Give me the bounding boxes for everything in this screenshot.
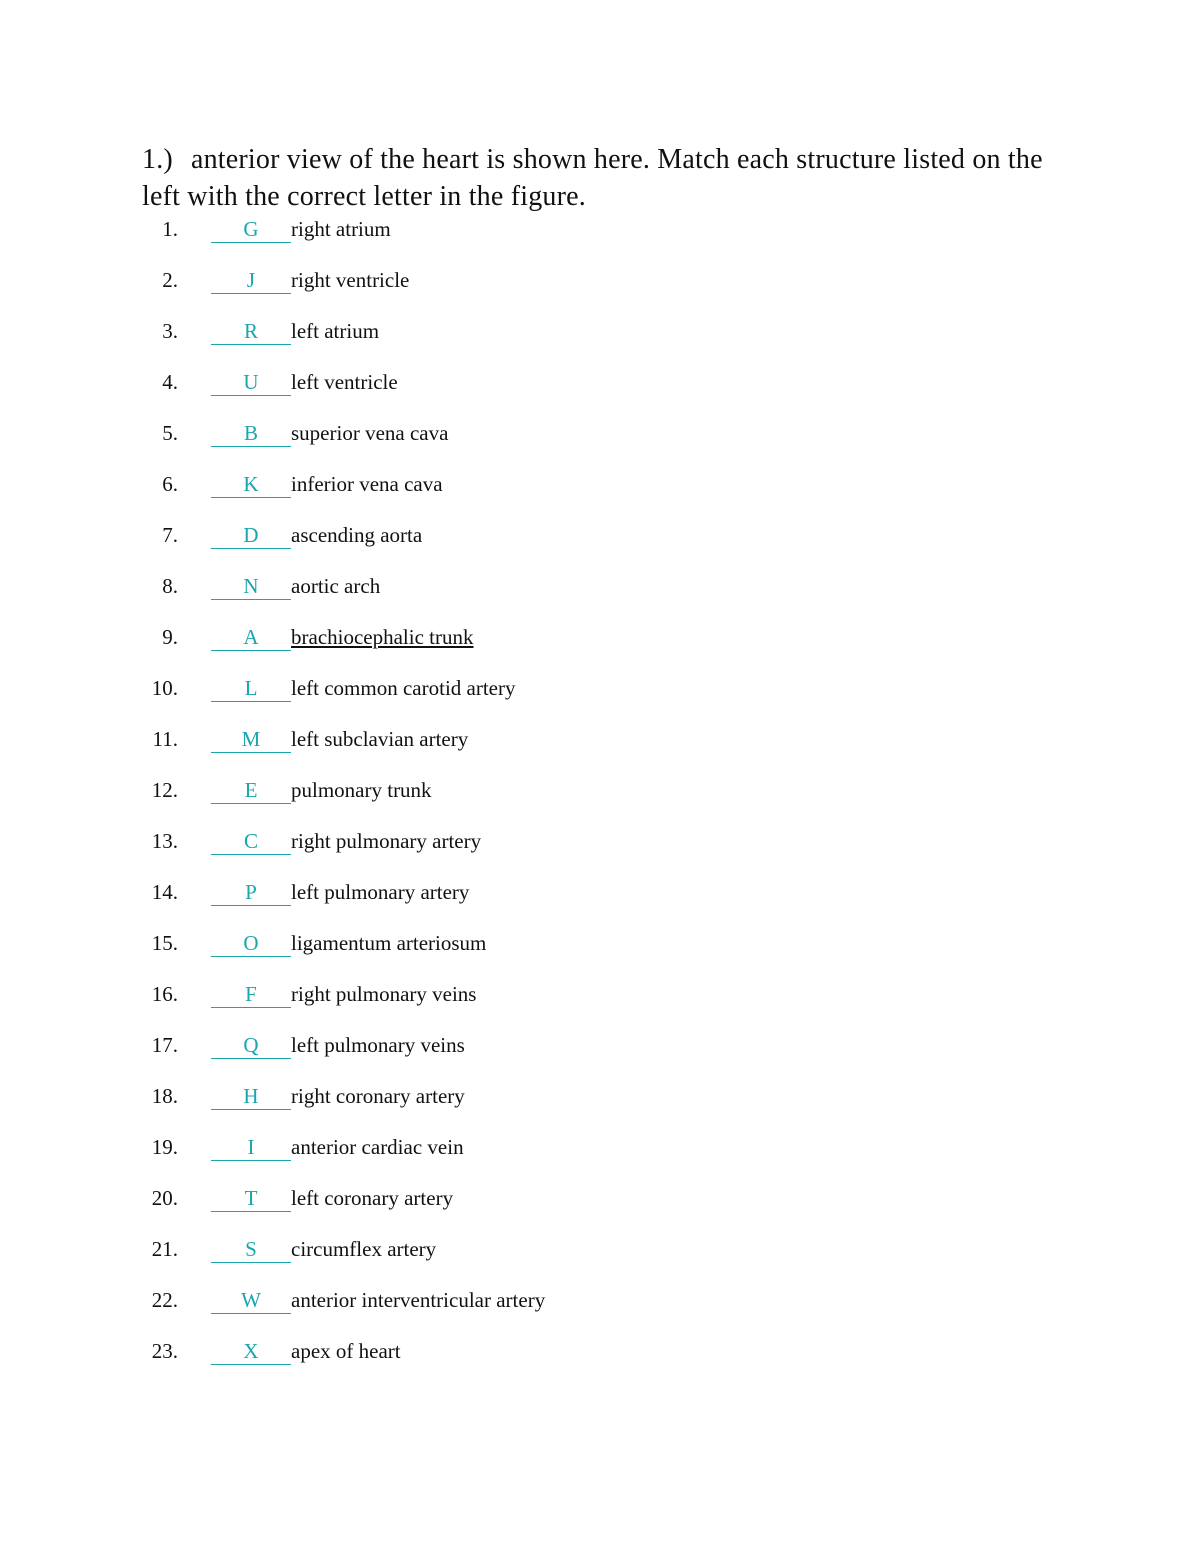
- answer-blank[interactable]: F: [211, 978, 291, 1008]
- list-item: [0, 1335, 1200, 1386]
- structure-label: apex of heart: [291, 1339, 401, 1363]
- item-number: 12.: [151, 778, 178, 802]
- item-number: 5.: [162, 421, 178, 445]
- answer-blank[interactable]: A: [211, 621, 291, 651]
- answer-blank[interactable]: U: [211, 366, 291, 396]
- structure-label: right atrium: [291, 217, 391, 241]
- list-item: [0, 1080, 1200, 1131]
- list-item: [0, 1233, 1200, 1284]
- answer-blank[interactable]: S: [211, 1233, 291, 1263]
- structure-label: superior vena cava: [291, 421, 449, 445]
- answer-blank[interactable]: B: [211, 417, 291, 447]
- structure-label: aortic arch: [291, 574, 381, 598]
- item-number: 19.: [151, 1135, 178, 1159]
- item-number: 11.: [152, 727, 178, 751]
- list-item: [0, 1182, 1200, 1233]
- answer-blank[interactable]: T: [211, 1182, 291, 1212]
- structure-label: anterior interventricular artery: [291, 1288, 546, 1312]
- answer-blank[interactable]: L: [211, 672, 291, 702]
- structure-label: anterior cardiac vein: [291, 1135, 464, 1159]
- item-number: 15.: [151, 931, 178, 955]
- answer-blank[interactable]: K: [211, 468, 291, 498]
- list-item: [0, 825, 1200, 876]
- answer-blank[interactable]: N: [211, 570, 291, 600]
- list-item: [0, 723, 1200, 774]
- list-item: [0, 1029, 1200, 1080]
- item-number: 9.: [162, 625, 178, 649]
- structure-label: inferior vena cava: [291, 472, 443, 496]
- answer-blank[interactable]: D: [211, 519, 291, 549]
- structure-label: left common carotid artery: [291, 676, 516, 700]
- item-number: 22.: [151, 1288, 178, 1312]
- structure-label: circumflex artery: [291, 1237, 437, 1261]
- list-item: [0, 570, 1200, 621]
- answer-blank[interactable]: J: [211, 264, 291, 294]
- answer-blank[interactable]: P: [211, 876, 291, 906]
- structure-label: ligamentum arteriosum: [291, 931, 487, 955]
- structure-label: left ventricle: [291, 370, 398, 394]
- structure-label: left subclavian artery: [291, 727, 469, 751]
- matching-list: [0, 213, 1200, 1386]
- item-number: 16.: [151, 982, 178, 1006]
- list-item: [0, 213, 1200, 264]
- structure-label: brachiocephalic trunk: [291, 625, 474, 649]
- structure-label: right coronary artery: [291, 1084, 465, 1108]
- item-number: 2.: [162, 268, 178, 292]
- item-number: 14.: [151, 880, 178, 904]
- answer-blank[interactable]: R: [211, 315, 291, 345]
- list-item: [0, 315, 1200, 366]
- answer-blank[interactable]: I: [211, 1131, 291, 1161]
- item-number: 20.: [151, 1186, 178, 1210]
- question-prompt: [142, 141, 1082, 215]
- structure-label: right pulmonary artery: [291, 829, 482, 853]
- structure-label: right ventricle: [291, 268, 410, 292]
- item-number: 21.: [151, 1237, 178, 1261]
- item-number: 17.: [151, 1033, 178, 1057]
- list-item: [0, 264, 1200, 315]
- list-item: [0, 366, 1200, 417]
- list-item: [0, 1284, 1200, 1335]
- list-item: [0, 468, 1200, 519]
- answer-blank[interactable]: E: [211, 774, 291, 804]
- item-number: 7.: [162, 523, 178, 547]
- list-item: [0, 978, 1200, 1029]
- item-number: 3.: [162, 319, 178, 343]
- list-item: [0, 672, 1200, 723]
- structure-label: left atrium: [291, 319, 380, 343]
- structure-label: ascending aorta: [291, 523, 423, 547]
- answer-blank[interactable]: W: [211, 1284, 291, 1314]
- list-item: [0, 927, 1200, 978]
- list-item: [0, 876, 1200, 927]
- question-text: anterior view of the heart is shown here. Match each structure listed on the left with the correct letter in the figure.: [142, 144, 1043, 212]
- structure-label: pulmonary trunk: [291, 778, 432, 802]
- list-item: [0, 621, 1200, 672]
- answer-blank[interactable]: C: [211, 825, 291, 855]
- answer-blank[interactable]: G: [211, 213, 291, 243]
- answer-blank[interactable]: X: [211, 1335, 291, 1365]
- list-item: [0, 774, 1200, 825]
- list-item: [0, 519, 1200, 570]
- item-number: 4.: [162, 370, 178, 394]
- item-number: 18.: [151, 1084, 178, 1108]
- structure-label: left coronary artery: [291, 1186, 454, 1210]
- item-number: 13.: [151, 829, 178, 853]
- structure-label: left pulmonary veins: [291, 1033, 465, 1057]
- list-item: [0, 417, 1200, 468]
- question-number: 1.): [142, 144, 173, 175]
- answer-blank[interactable]: H: [211, 1080, 291, 1110]
- item-number: 23.: [151, 1339, 178, 1363]
- item-number: 10.: [151, 676, 178, 700]
- item-number: 1.: [162, 217, 178, 241]
- item-number: 8.: [162, 574, 178, 598]
- answer-blank[interactable]: M: [211, 723, 291, 753]
- answer-blank[interactable]: Q: [211, 1029, 291, 1059]
- list-item: [0, 1131, 1200, 1182]
- item-number: 6.: [162, 472, 178, 496]
- structure-label: left pulmonary artery: [291, 880, 470, 904]
- structure-label: right pulmonary veins: [291, 982, 477, 1006]
- answer-blank[interactable]: O: [211, 927, 291, 957]
